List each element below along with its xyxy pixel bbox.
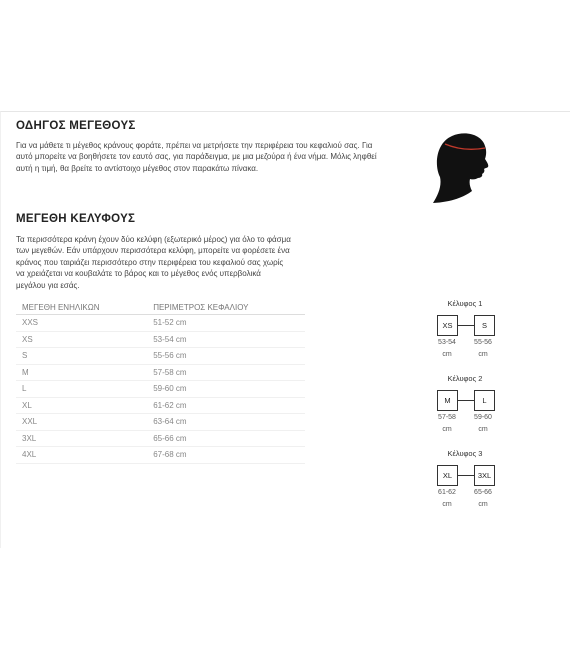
range-value: 65-66 — [474, 489, 492, 496]
head-measure-icon — [430, 131, 494, 205]
shell-sizes-text — [16, 234, 291, 291]
shell-sizes-text-line: κράνος που ταιριάζει περισσότερο στην περιφέρεια του κεφαλιού σας χωρίς — [16, 257, 284, 267]
table-row — [16, 381, 305, 398]
size-cell: S — [16, 348, 145, 365]
shell-group-3 — [420, 449, 510, 511]
header-head-circumference: ΠΕΡΙΜΕΤΡΟΣ ΚΕΦΑΛΙΟΥ — [145, 300, 305, 315]
size-cell: XL — [16, 397, 145, 414]
shell-connector-line — [458, 325, 474, 326]
size-table-header — [16, 300, 305, 315]
shell-group-1 — [420, 299, 510, 361]
range-value: 57-58 — [438, 414, 456, 421]
range-unit: cm — [442, 350, 452, 358]
shell-range — [468, 487, 498, 510]
table-row — [16, 414, 305, 431]
range-value: 53-54 — [438, 339, 456, 346]
circumference-cell: 61-62 cm — [145, 397, 305, 414]
shell-size-box: 3XL — [474, 465, 495, 486]
shell-sizes-text-line: Τα περισσότερα κράνη έχουν δύο κελύφη (εξωτερικό μέρος) για όλο το φάσμα — [16, 235, 291, 244]
table-row — [16, 331, 305, 348]
shell-sizes-text-line: να χρειάζεται να κουβαλάτε το βάρος και το μέγεθος ενός υπερβολικά — [16, 269, 261, 279]
size-cell: 4XL — [16, 447, 145, 464]
shell-size-box: S — [474, 315, 495, 336]
shell-title: Κέλυφος 3 — [447, 449, 483, 458]
size-cell: L — [16, 381, 145, 398]
size-guide-text-line: Για να μάθετε τι μέγεθος κράνους φοράτε, πρέπει να μετρήσετε την περιφέρεια του κεφαλιού σας. Για — [16, 141, 373, 150]
shell-connector-line — [458, 400, 474, 401]
size-table — [16, 300, 305, 464]
size-guide-text-line: αυτή η τιμή, θα βρείτε το αντίστοιχο μέγεθος στον παρακάτω πίνακα. — [16, 163, 259, 173]
shell-ranges — [420, 487, 510, 511]
size-cell: XS — [16, 331, 145, 348]
shell-size-box: L — [474, 390, 495, 411]
circumference-cell: 53-54 cm — [145, 331, 305, 348]
head-silhouette — [433, 133, 488, 203]
shell-sizes — [420, 390, 510, 411]
range-unit: cm — [478, 425, 488, 433]
circumference-cell: 55-56 cm — [145, 348, 305, 365]
table-row — [16, 447, 305, 464]
size-cell: XXS — [16, 315, 145, 332]
range-value: 55-56 — [474, 339, 492, 346]
table-row — [16, 348, 305, 365]
circumference-cell: 67-68 cm — [145, 447, 305, 464]
shell-sizes-text-line: μεγάλου για εσάς. — [16, 280, 80, 290]
table-row — [16, 430, 305, 447]
table-row — [16, 364, 305, 381]
shell-connector-line — [458, 475, 474, 476]
size-cell: 3XL — [16, 430, 145, 447]
size-cell: M — [16, 364, 145, 381]
shell-title: Κέλυφος 1 — [447, 299, 483, 308]
shell-sizes-title: ΜΕΓΕΘΗ ΚΕΛΥΦΟΥΣ — [16, 213, 136, 225]
range-unit: cm — [442, 500, 452, 508]
size-guide-text — [16, 140, 377, 174]
header-adult-size: ΜΕΓΕΘΗ ΕΝΗΛΙΚΩΝ — [16, 300, 145, 315]
shell-range — [432, 412, 462, 435]
shell-group-2 — [420, 374, 510, 436]
size-guide-text-line: αυτό μπορείτε να βοηθήσετε τον εαυτό σας, για παράδειγμα, με μια μεζούρα ή ένα νήμα. Μόλις ληφθεί — [16, 152, 377, 162]
shell-sizes — [420, 315, 510, 336]
table-row — [16, 315, 305, 332]
shell-range — [468, 337, 498, 360]
range-unit: cm — [442, 425, 452, 433]
range-unit: cm — [478, 350, 488, 358]
shell-size-box: M — [437, 390, 458, 411]
range-value: 59-60 — [474, 414, 492, 421]
shell-sizes-text-line: των μεγεθών. Εάν υπάρχουν περισσότερα κελύφη, μπορείτε να φορέσετε ένα — [16, 246, 290, 256]
size-cell: XXL — [16, 414, 145, 431]
shell-size-box: XL — [437, 465, 458, 486]
shell-title: Κέλυφος 2 — [447, 374, 483, 383]
shell-size-box: XS — [437, 315, 458, 336]
table-row — [16, 397, 305, 414]
size-guide-title: ΟΔΗΓΟΣ ΜΕΓΕΘΟΥΣ — [16, 120, 136, 132]
shell-range — [432, 487, 462, 510]
range-unit: cm — [478, 500, 488, 508]
shell-range — [468, 412, 498, 435]
range-value: 61-62 — [438, 489, 456, 496]
shell-ranges — [420, 412, 510, 436]
shell-range — [432, 337, 462, 360]
shell-sizes — [420, 465, 510, 486]
circumference-cell: 51-52 cm — [145, 315, 305, 332]
circumference-cell: 65-66 cm — [145, 430, 305, 447]
shell-ranges — [420, 337, 510, 361]
circumference-cell: 63-64 cm — [145, 414, 305, 431]
circumference-cell: 57-58 cm — [145, 364, 305, 381]
circumference-cell: 59-60 cm — [145, 381, 305, 398]
